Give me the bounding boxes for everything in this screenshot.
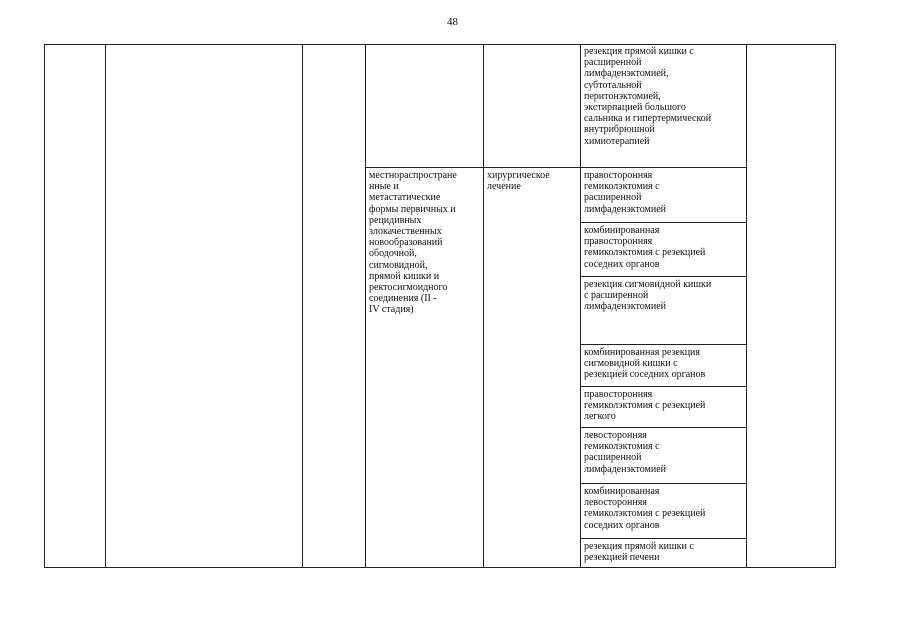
- page-number: 48: [447, 16, 458, 28]
- method-cell: комбинированная левосторонняя гемиколэктомия с резекцией соседних органов: [584, 486, 706, 531]
- method-row-separator: [580, 538, 747, 539]
- column-line: [365, 44, 366, 568]
- column-line: [580, 44, 581, 568]
- method-cell: резекция прямой кишки с расширенной лимфаденэктомией, субтотальной перитонэктомией, экстирпацией большого сальника и гипертермической внутрибрюшной химиотерапией: [584, 46, 712, 147]
- method-cell: резекция прямой кишки с резекцией печени: [584, 541, 694, 564]
- method-cell: левосторонняя гемиколэктомия с расширенной лимфаденэктомией: [584, 430, 667, 475]
- method-row-separator: [580, 483, 747, 484]
- method-cell: резекция сигмовидной кишки с расширенной лимфаденэктомией: [584, 279, 712, 313]
- condition-cell: местнораспростране нные и метастатические формы первичных и рецидивных злокачественных новообразований ободочной, сигмовидной, прямой кишки и ректосигмоидного соединения (II - IV стадия): [369, 170, 457, 316]
- method-cell: комбинированная резекция сигмовидной кишки с резекцией соседних органов: [584, 347, 706, 381]
- column-line: [483, 44, 484, 568]
- column-line: [746, 44, 747, 568]
- method-row-separator: [580, 344, 747, 345]
- column-line: [44, 44, 45, 568]
- method-row-separator: [580, 386, 747, 387]
- table-top-border: [44, 44, 836, 45]
- column-line: [302, 44, 303, 568]
- method-row-separator: [580, 222, 747, 223]
- method-cell: комбинированная правосторонняя гемиколэктомия с резекцией соседних органов: [584, 225, 706, 270]
- method-row-separator: [580, 276, 747, 277]
- method-cell: правосторонняя гемиколэктомия с расширенной лимфаденэктомией: [584, 170, 667, 215]
- column-line: [835, 44, 836, 568]
- method-cell: правосторонняя гемиколэктомия с резекцией легкого: [584, 389, 706, 423]
- column-line: [105, 44, 106, 568]
- row-separator: [365, 167, 747, 168]
- table-bottom-border: [44, 567, 836, 568]
- method-row-separator: [580, 427, 747, 428]
- treatment-type-cell: хирургическое лечение: [487, 170, 550, 193]
